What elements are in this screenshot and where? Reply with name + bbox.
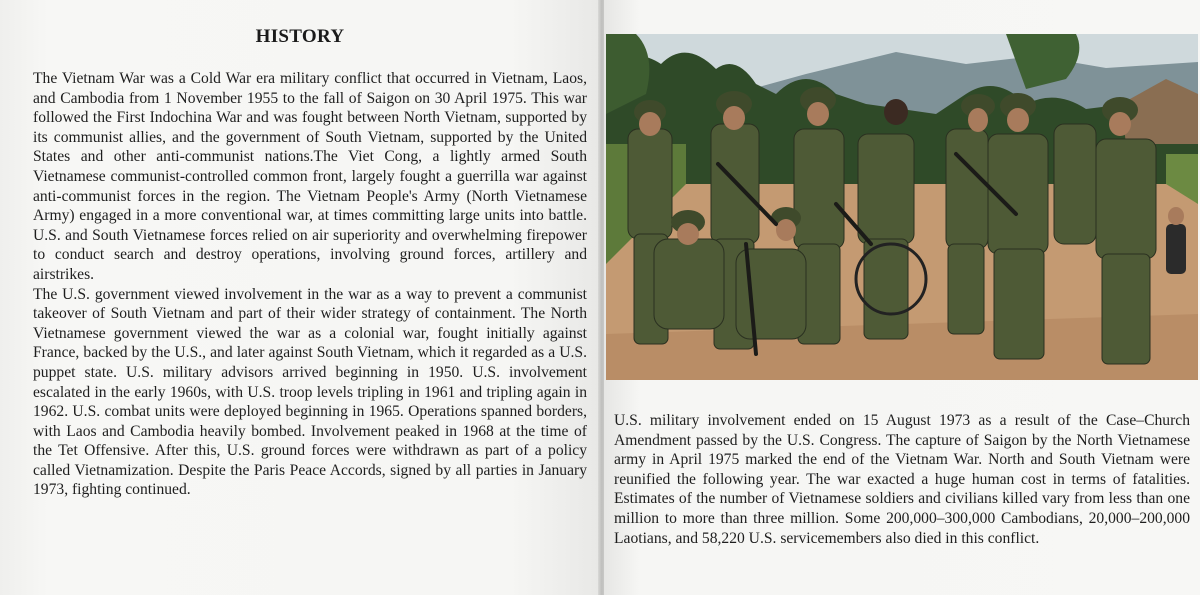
history-paragraph-2: The U.S. government viewed involvement in the war as a way to prevent a communist takeover of South Vietnam and part of their wider strategy of containment. The North Vietnamese government viewed the war as a colonial war, fought initially against France, backed by the U.S., and later against South Vietnam, which it regarded as a U.S. puppet state. U.S. military advisors arrived beginning in 1950. U.S. involvement escalated in the early 1960s, with U.S. troop levels tripling in 1961 and tripling again in 1962. U.S. combat units were deployed beginning in 1965. Operations spanned borders, with Laos and Cambodia heavily bombed. Involvement peaked in 1968 at the time of the Tet Offensive. After this, U.S. ground forces were withdrawn as part of a policy called Vietnamization. Despite the Paris Peace Accords, signed by all parties in January 1973, fighting continued. <box>33 285 587 499</box>
aftermath-paragraph: U.S. military involvement ended on 15 August 1973 as a result of the Case–Church Amendment passed by the U.S. Congress. The capture of Saigon by the North Vietnamese army in April 1975 marked the end of the Vietnam War. North and South Vietnam were reunified the following year. The war exacted a huge human cost in terms of fatalities. Estimates of the number of Vietnamese soldiers and civilians killed vary from less than one million to more than three million. Some 200,000–300,000 Cambodians, 20,000–200,000 Laotians, and 58,220 U.S. servicemembers also died in this conflict. <box>614 412 1190 547</box>
history-paragraph-1: The Vietnam War was a Cold War era military conflict that occurred in Vietnam, Laos, and Cambodia from 1 November 1955 to the fall of Saigon on 30 April 1975. This war followed the First Indochina War and was fought between North Vietnam, supported by its communist allies, and the government of South Vietnam, supported by the United States and other anti-communist nations.The Viet Cong, a lightly armed South Vietnamese communist-controlled common front, largely fought a guerrilla war against anti-communist forces in the region. The Vietnam People's Army (North Vietnamese Army) engaged in a more conventional war, at times committing large units into battle. U.S. and South Vietnamese forces relied on air superiority and overwhelming firepower to conduct search and destroy operations, involving ground forces, artillery and airstrikes. <box>33 70 587 283</box>
page-heading: HISTORY <box>255 26 345 47</box>
history-text <box>33 69 587 500</box>
soldiers-group-photo <box>606 34 1198 380</box>
right-page <box>604 0 1200 595</box>
photo-illustration <box>606 34 1198 380</box>
